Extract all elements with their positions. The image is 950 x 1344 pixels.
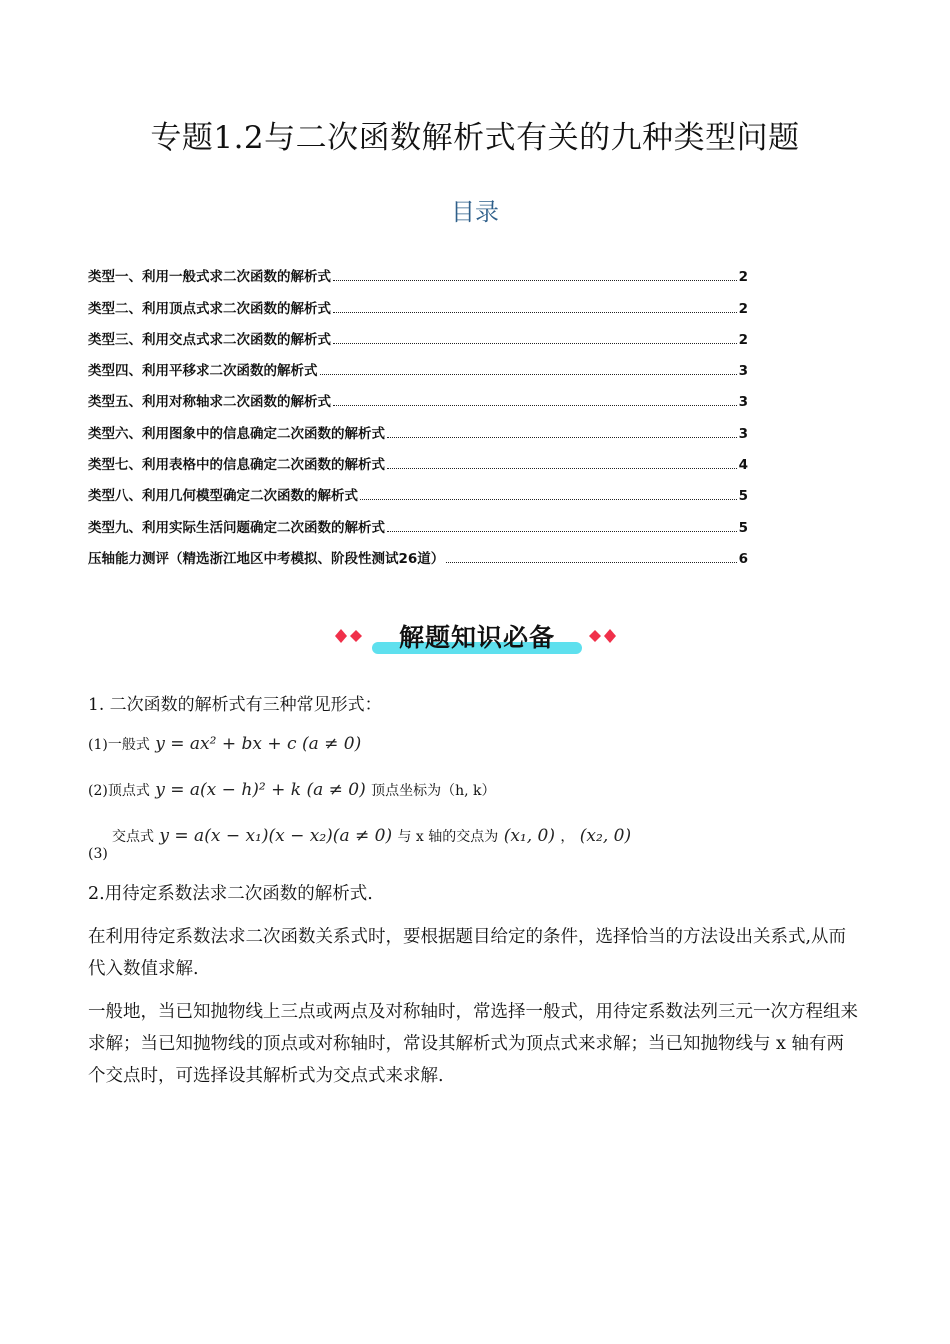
toc-entry-page: 2	[738, 269, 748, 286]
formula: y = a(x − x₁)(x − x₂)(a ≠ 0)	[159, 826, 393, 846]
toc-entry-page: 4	[738, 457, 748, 474]
toc-leader-dots	[320, 373, 737, 375]
formula: y = ax² + bx + c (a ≠ 0)	[155, 734, 362, 754]
toc-entry-type-3[interactable]	[88, 317, 748, 348]
toc-entry-type-6[interactable]	[88, 410, 748, 441]
document-title: 专题1.2与二次函数解析式有关的九种类型问题	[150, 120, 800, 156]
toc-entry-label: 类型二、利用顶点式求二次函数的解析式	[88, 300, 331, 317]
toc-entry-type-9[interactable]	[88, 504, 748, 535]
toc-entry-page: 5	[738, 488, 748, 505]
form-label: (2)顶点式	[88, 783, 150, 799]
form-label: (1)一般式	[88, 737, 150, 753]
diamond-right-icon	[586, 628, 618, 644]
form-intercept	[88, 822, 858, 868]
table-of-contents	[88, 254, 748, 567]
toc-entry-type-1[interactable]	[88, 254, 748, 285]
toc-entry-label: 类型一、利用一般式求二次函数的解析式	[88, 269, 331, 286]
toc-entry-label: 类型八、利用几何模型确定二次函数的解析式	[88, 488, 358, 505]
separator: ，	[560, 829, 575, 845]
toc-leader-dots	[387, 530, 737, 532]
toc-entry-label: 类型七、利用表格中的信息确定二次函数的解析式	[88, 457, 385, 474]
intercept-point-2: (x₂, 0)	[579, 826, 632, 846]
intercept-point-1: (x₁, 0)	[503, 826, 555, 846]
paragraph-1: 在利用待定系数法求二次函数关系式时，要根据题目给定的条件，选择恰当的方法设出关系式,从而代入数值求解.	[88, 927, 847, 979]
toc-leader-dots	[333, 404, 737, 406]
toc-entry-label: 类型九、利用实际生活问题确定二次函数的解析式	[88, 519, 385, 536]
toc-leader-dots	[387, 436, 737, 438]
toc-leader-dots	[333, 342, 737, 344]
form-general	[88, 734, 858, 754]
knowledge-point-2: 2.用待定系数法求二次函数的解析式.	[88, 884, 373, 904]
toc-entry-page: 5	[738, 519, 748, 536]
toc-entry-page: 6	[738, 550, 748, 567]
toc-entry-page: 3	[738, 394, 748, 411]
form-number: (3)	[88, 846, 108, 862]
toc-entry-label: 压轴能力测评（精选浙江地区中考模拟、阶段性测试26道）	[88, 550, 445, 567]
toc-heading: 目录	[451, 198, 499, 226]
toc-entry-page: 2	[738, 300, 748, 317]
toc-entry-label: 类型六、利用图象中的信息确定二次函数的解析式	[88, 425, 385, 442]
form-vertex	[88, 780, 858, 800]
toc-leader-dots	[360, 498, 737, 500]
toc-entry-page: 2	[738, 331, 748, 348]
toc-entry-type-7[interactable]	[88, 442, 748, 473]
toc-entry-label: 类型三、利用交点式求二次函数的解析式	[88, 331, 331, 348]
section-banner	[332, 616, 622, 660]
toc-entry-type-8[interactable]	[88, 473, 748, 504]
toc-entry-type-5[interactable]	[88, 379, 748, 410]
toc-entry-type-2[interactable]	[88, 285, 748, 316]
form-note: 与 x 轴的交点为	[397, 829, 499, 845]
toc-entry-page: 3	[738, 425, 748, 442]
form-label: 交点式	[112, 829, 154, 845]
paragraph-2: 一般地，当已知抛物线上三点或两点及对称轴时，常选择一般式，用待定系数法列三元一次方程组来求解；当已知抛物线的顶点或对称轴时，常设其解析式为顶点式来求解；当已知抛物线与 x 轴有两个交点时，可选择设其解析式为交点式来求解.	[88, 1002, 858, 1086]
formula: y = a(x − h)² + k (a ≠ 0)	[155, 780, 366, 800]
toc-entry-page: 3	[738, 363, 748, 380]
knowledge-point-1: 1. 二次函数的解析式有三种常见形式：	[88, 695, 382, 715]
toc-entry-type-4[interactable]	[88, 348, 748, 379]
toc-entry-assessment[interactable]	[88, 536, 748, 567]
banner-title: 解题知识必备	[398, 623, 555, 652]
toc-entry-label: 类型四、利用平移求二次函数的解析式	[88, 363, 318, 380]
toc-leader-dots	[387, 467, 737, 469]
toc-leader-dots	[446, 561, 736, 563]
toc-entry-label: 类型五、利用对称轴求二次函数的解析式	[88, 394, 331, 411]
toc-leader-dots	[333, 311, 737, 313]
form-note: 顶点坐标为（h, k）	[371, 783, 496, 799]
toc-leader-dots	[333, 279, 737, 281]
